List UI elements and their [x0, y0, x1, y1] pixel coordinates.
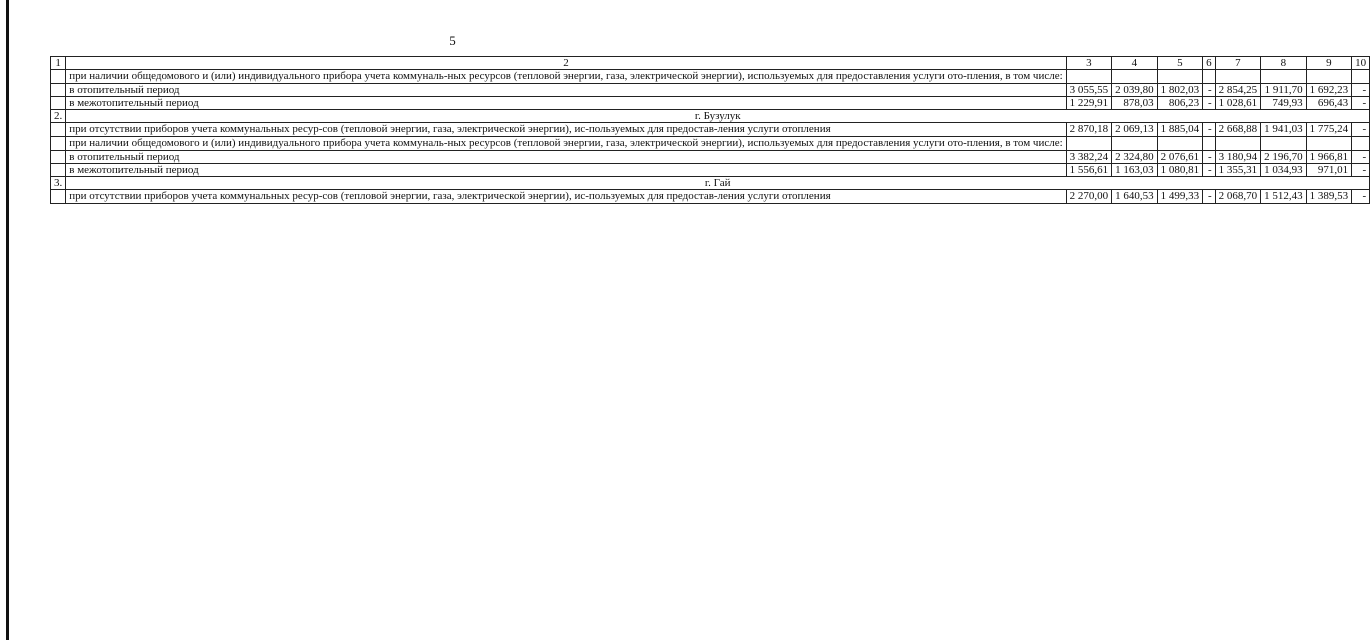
tariff-table	[50, 56, 1370, 204]
value-cell	[1215, 137, 1261, 151]
value-cell: 806,23	[1157, 97, 1203, 110]
value-cell: 1 229,91	[1066, 97, 1112, 110]
index-cell	[51, 190, 66, 204]
city-row	[51, 110, 1370, 123]
value-cell: 1 499,33	[1157, 190, 1203, 204]
row-description: при отсутствии приборов учета коммунальных ресур-сов (тепловой энергии, газа, электрической энергии), ис-пользуемых для предостав-ления услуги отопления	[66, 123, 1066, 137]
value-cell: -	[1352, 190, 1370, 204]
value-cell: 2 854,25	[1215, 84, 1261, 97]
period-label: в межотопительный период	[66, 97, 1066, 110]
value-cell: -	[1352, 123, 1370, 137]
value-cell	[1112, 137, 1158, 151]
value-cell: 2 196,70	[1261, 151, 1307, 164]
period-row	[51, 84, 1370, 97]
period-row	[51, 164, 1370, 177]
value-cell: -	[1352, 151, 1370, 164]
value-cell: 1 028,61	[1215, 97, 1261, 110]
value-cell: 2 270,00	[1066, 190, 1112, 204]
value-cell: 1 512,43	[1261, 190, 1307, 204]
row-description: при отсутствии приборов учета коммунальных ресур-сов (тепловой энергии, газа, электрической энергии), ис-пользуемых для предостав-ления услуги отопления	[66, 190, 1066, 204]
value-cell: 1 355,31	[1215, 164, 1261, 177]
value-cell: 3 382,24	[1066, 151, 1112, 164]
value-cell: -	[1203, 84, 1216, 97]
period-row	[51, 151, 1370, 164]
value-cell: 2 076,61	[1157, 151, 1203, 164]
value-cell: -	[1203, 123, 1216, 137]
value-cell: 2 668,88	[1215, 123, 1261, 137]
column-header: 5	[1157, 57, 1203, 70]
value-cell: 3 180,94	[1215, 151, 1261, 164]
period-label: в отопительный период	[66, 84, 1066, 97]
period-label: в межотопительный период	[66, 164, 1066, 177]
city-name: г. Гай	[66, 177, 1370, 190]
value-cell	[1215, 70, 1261, 84]
value-cell	[1112, 70, 1158, 84]
city-row	[51, 177, 1370, 190]
value-cell	[1203, 70, 1216, 84]
row-description: при наличии общедомового и (или) индивидуального прибора учета коммуналь-ных ресурсов (тепловой энергии, газа, электрической энергии), используемых для предоставления услуги ото-пления, в том числе:	[66, 137, 1066, 151]
value-cell: 2 324,80	[1112, 151, 1158, 164]
value-cell	[1066, 70, 1112, 84]
value-cell: -	[1203, 164, 1216, 177]
value-cell	[1157, 137, 1203, 151]
value-cell	[1261, 70, 1307, 84]
section-index: 2.	[51, 110, 66, 123]
value-cell: 1 941,03	[1261, 123, 1307, 137]
value-cell: -	[1203, 97, 1216, 110]
value-cell: 878,03	[1112, 97, 1158, 110]
value-cell: 1 911,70	[1261, 84, 1307, 97]
value-cell: 2 870,18	[1066, 123, 1112, 137]
value-cell	[1203, 137, 1216, 151]
index-cell	[51, 97, 66, 110]
column-header: 3	[1066, 57, 1112, 70]
page-number: 5	[449, 33, 456, 48]
value-cell: 3 055,55	[1066, 84, 1112, 97]
column-header: 8	[1261, 57, 1307, 70]
value-cell: 1 802,03	[1157, 84, 1203, 97]
value-cell: 1 692,23	[1306, 84, 1352, 97]
value-cell: 1 966,81	[1306, 151, 1352, 164]
value-cell: 1 389,53	[1306, 190, 1352, 204]
value-cell	[1306, 137, 1352, 151]
index-cell	[51, 70, 66, 84]
column-header: 6	[1203, 57, 1216, 70]
index-cell	[51, 164, 66, 177]
value-cell: 1 080,81	[1157, 164, 1203, 177]
value-cell	[1066, 137, 1112, 151]
column-header: 9	[1306, 57, 1352, 70]
index-cell	[51, 151, 66, 164]
value-cell: -	[1352, 164, 1370, 177]
column-header-row	[51, 57, 1370, 70]
value-cell: -	[1352, 97, 1370, 110]
description-row	[51, 190, 1370, 204]
value-cell	[1261, 137, 1307, 151]
index-cell	[51, 137, 66, 151]
value-cell: 2 039,80	[1112, 84, 1158, 97]
value-cell: 971,01	[1306, 164, 1352, 177]
value-cell: 696,43	[1306, 97, 1352, 110]
value-cell: -	[1203, 190, 1216, 204]
description-row	[51, 70, 1370, 84]
column-header: 1	[51, 57, 66, 70]
value-cell	[1352, 137, 1370, 151]
index-cell	[51, 84, 66, 97]
column-header: 10	[1352, 57, 1370, 70]
value-cell: 1 640,53	[1112, 190, 1158, 204]
value-cell: 749,93	[1261, 97, 1307, 110]
value-cell	[1352, 70, 1370, 84]
description-row	[51, 137, 1370, 151]
column-header: 4	[1112, 57, 1158, 70]
value-cell: 1 556,61	[1066, 164, 1112, 177]
description-row	[51, 123, 1370, 137]
value-cell: -	[1352, 84, 1370, 97]
value-cell: 1 775,24	[1306, 123, 1352, 137]
value-cell	[1157, 70, 1203, 84]
index-cell	[51, 123, 66, 137]
value-cell: 1 163,03	[1112, 164, 1158, 177]
value-cell: 1 034,93	[1261, 164, 1307, 177]
section-index: 3.	[51, 177, 66, 190]
period-row	[51, 97, 1370, 110]
value-cell: 2 068,70	[1215, 190, 1261, 204]
city-name: г. Бузулук	[66, 110, 1370, 123]
column-header: 7	[1215, 57, 1261, 70]
value-cell: 2 069,13	[1112, 123, 1158, 137]
period-label: в отопительный период	[66, 151, 1066, 164]
value-cell: 1 885,04	[1157, 123, 1203, 137]
table-body	[51, 57, 1370, 204]
value-cell: -	[1203, 151, 1216, 164]
value-cell	[1306, 70, 1352, 84]
row-description: при наличии общедомового и (или) индивидуального прибора учета коммуналь-ных ресурсов (тепловой энергии, газа, электрической энергии), используемых для предоставления услуги ото-пления, в том числе:	[66, 70, 1066, 84]
page-edge-bar	[6, 0, 9, 640]
column-header: 2	[66, 57, 1066, 70]
